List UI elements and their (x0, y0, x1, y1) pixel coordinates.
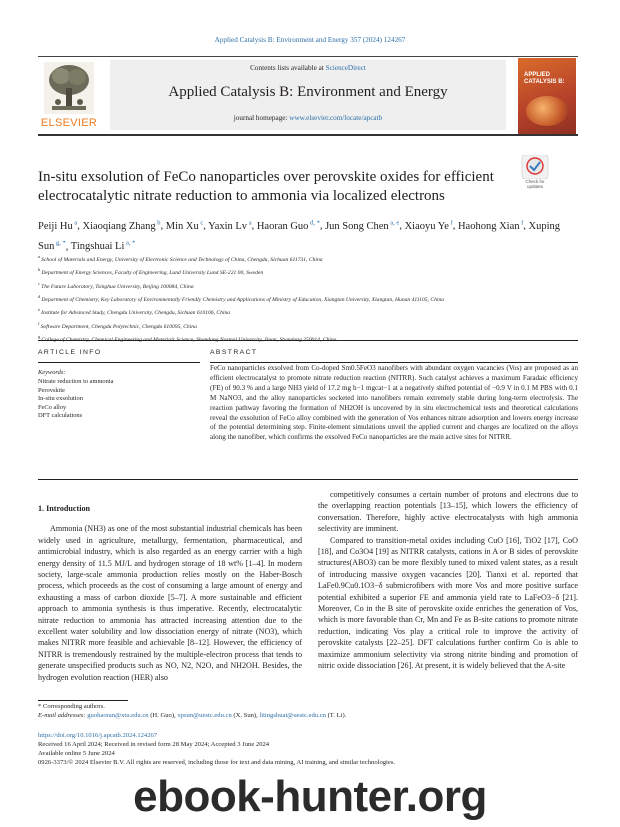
author-name-text: Xiaoyu Ye (404, 220, 449, 232)
keyword-item: FeCo alloy (38, 403, 67, 411)
email-link-li[interactable]: litingshuai@uestc.edu.cn (259, 712, 326, 719)
author-affiliation-marker[interactable]: g, * (54, 239, 66, 247)
article-info-rule (38, 362, 200, 363)
author-affiliation-marker[interactable]: c (198, 219, 204, 226)
author-affiliation-marker[interactable]: f (519, 219, 524, 226)
article-info-heading: ARTICLE INFO (38, 349, 102, 356)
doi-link[interactable]: https://doi.org/10.1016/j.apcatb.2024.124267 (38, 732, 158, 739)
publication-info (38, 731, 578, 767)
journal-cover-thumbnail[interactable] (518, 58, 576, 134)
author-name-text: Haoran Guo (256, 220, 309, 232)
affiliation-item (38, 319, 578, 332)
contents-prefix: Contents lists available at (250, 64, 326, 72)
keywords-list (38, 378, 113, 421)
keyword-item: Nitrate reduction to ammonia (38, 378, 114, 385)
author-name[interactable] (38, 221, 77, 232)
affiliation-key: e (38, 307, 42, 313)
abstract-text: FeCo nanoparticles exsolved from Co-doped Sm0.5FeO3 nanofibers with abundant oxygen vacancies (Vos) are proposed as an efficient electrocatalyst to promote nitrate reduction reaction (NITRR). Such catalyst achieves a maximum Faradaic efficiency (FE) of 90.3 % and a large NH3 yield of 17.2 mg h−1 mgcat−1 at a negatively shifted potential of −0.9 V in 0.1 M PBS with 0.1 M NaNO3, and the alloy nanoparticles socketed into nanofibers remain extremely stable during long-term electrolysis. The reaction pathway favoring the formation of NH2OH is uncovered by in situ electrochemical tests and theoretical calculations reveal the exsolution of FeCo alloy combined with the generation of Vos enhances nitrate adsorption and lowers energy increase of the potential determining step. Finite-element simulations unveil the applied current and charges are localized on the alloys along the nanofiber, which confirms the exsolved FeCo nanoparticles are the main active sites for NITRR. (210, 364, 578, 442)
article-title (38, 168, 518, 206)
journal-masthead (38, 56, 578, 136)
abstract-bottom-rule (38, 479, 578, 480)
article-title-line2: electrocatalytic nitrate reduction to ammonia via localized electrons (38, 188, 445, 204)
author-name[interactable] (166, 221, 203, 232)
body-column-right (318, 489, 578, 672)
journal-citation-link[interactable]: Applied Catalysis B: Environment and Energy 357 (2024) 124267 (214, 36, 406, 44)
email-link-sun[interactable]: xpsun@uestc.edu.cn (177, 712, 232, 719)
elsevier-tree-icon (44, 62, 94, 114)
author-name-text: Tingshuai Li (70, 241, 125, 252)
email-who-guo: (H. Guo), (148, 712, 178, 719)
affiliation-text: Institute for Advanced Study, Chengdu University, Chengdu, Sichuan 610106, China (41, 310, 231, 317)
masthead-top-rule (38, 56, 578, 57)
author-affiliation-marker[interactable]: a (72, 219, 78, 226)
author-name-text: Min Xu (165, 220, 199, 232)
author-affiliation-marker[interactable]: a (247, 219, 252, 226)
affiliation-text: Software Department, Chengdu Polytechnic, Chengdu 610095, China (40, 323, 197, 330)
author-separator: , (160, 220, 166, 232)
affiliation-key: b (38, 267, 42, 273)
author-name-text: Xiaoqiang Zhang (82, 220, 156, 232)
affiliation-key: g (38, 334, 42, 340)
homepage-link[interactable]: www.elsevier.com/locate/apcatb (289, 114, 383, 122)
check-for-updates-badge[interactable] (520, 155, 550, 189)
affiliation-text: Department of Chemistry, Key Laboratory of Environmentally Friendly Chemistry and Applications of Ministry of Education, Xiangtan University, Xiangtan, Hunan 411105, China (41, 296, 445, 303)
elsevier-logo[interactable] (38, 62, 100, 130)
cover-image (526, 96, 568, 126)
abstract-rule (210, 362, 578, 363)
affiliation-bottom-rule (38, 340, 578, 341)
affiliation-key: d (38, 294, 42, 300)
affiliation-key: a (38, 254, 42, 259)
journal-title: Applied Catalysis B: Environment and Energy (168, 84, 448, 100)
article-title-line1: In-situ exsolution of FeCo nanoparticles over perovskite oxides for efficient (38, 169, 494, 185)
author-name[interactable] (458, 221, 523, 232)
keyword-item: DFT calculations (38, 412, 83, 420)
author-separator: , (203, 220, 209, 232)
affiliation-key: c (38, 280, 42, 286)
email-link-guo[interactable]: guohaoran@xtu.edu.cn (87, 712, 149, 719)
journal-header-box (110, 60, 506, 130)
crossmark-icon (520, 155, 550, 179)
author-name[interactable] (405, 221, 453, 232)
email-addresses-line (38, 711, 578, 720)
abstract-heading: ABSTRACT (210, 349, 258, 356)
affiliation-text: School of Materials and Energy, University of Electronic Science and Technology of China, Chengdu, Sichuan 611731, China (41, 256, 323, 263)
sciencedirect-link[interactable]: ScienceDirect (325, 64, 366, 72)
check-for-updates-label: Check for updates (525, 179, 545, 189)
keywords-label: Keywords: (38, 369, 66, 376)
received-dates: Received 16 April 2024; Received in revised form 28 May 2024; Accepted 3 June 2024 (38, 741, 270, 748)
email-who-li: (T. Li). (325, 712, 347, 719)
keyword-item: In-situ exsolution (38, 395, 83, 403)
author-name-text: Xuping Sun (38, 220, 561, 252)
affiliation-item (38, 265, 578, 278)
affiliation-item (38, 305, 578, 318)
affiliation-text: Department of Energy Sciences, Faculty of Engineering, Lund University Lund SE-221 00, Sweden (41, 270, 264, 277)
affiliation-item (38, 332, 578, 345)
author-affiliation-marker[interactable]: f (448, 219, 453, 226)
body-paragraph: Compared to transition-metal oxides including CuO [16], TiO2 [17], CoO [18], and Co3O4 [19] as NITRR catalysts, cations in A or B sides of perovskite structures(ABO3) can be more flexibly tuned to mixed valent states, as a result of introducing massive oxygen vacancies [20]. Tianxi et al. reported that LaFe0.9Cu0.1O3−δ submicrofibers with more Vos and more positive surface potential exhibited a superior FE and ammonia yield rate to LaFeO3−δ [21]. Moreover, Co in the B site of perovskite oxide enriches the generation of Vos, which is more favorable than Cr, Mn and Fe as B-site cations to promote nitrate reduction, indicating Vos play a critical role to improve the activity of perovskite catalysts [22–25]. DFT calculations further confirm Co is able to maximize ammonium selectivity via strong nitrite binding and promotion of nitric oxide dissociation [26]. At present, it is widely believed that the A-site (318, 535, 578, 671)
watermark-text: ebook-hunter.org (133, 772, 487, 821)
author-separator: , (319, 220, 326, 232)
author-affiliation-marker[interactable]: a, * (124, 239, 136, 247)
affiliation-text: College of Chemistry, Chemical Engineering and Materials Science, Shandong Normal University, Jinan, Shandong 250014, China (41, 337, 337, 344)
author-name[interactable] (325, 221, 399, 232)
email-label: E-mail addresses: (38, 712, 88, 719)
body-column-left (38, 503, 302, 683)
author-separator: , (77, 220, 83, 232)
affiliation-text: The Future Laboratory, Tsinghua University, Beijing 100084, China (41, 283, 194, 290)
affiliation-key: f (38, 320, 41, 326)
corresponding-authors-note: * Corresponding authors. (38, 703, 105, 710)
body-paragraph: Ammonia (NH3) as one of the most substantial industrial chemicals has been widely used in agriculture, metallurgy, fermentation, pharmaceutical, and antimicrobial industry, which is also regarded as an energy carrier with a high energy density of 11.5 MJ/L and hydrogen storage of 18 wt% [1–4]. In modern society, large-scale ammonia production relies mostly on the Haber-Bosch process, which proceeds as the cost of consuming a large amount of energy and exhausting a mass of carbon dioxide [5–7]. A more sustainable and efficient approach to ammonia synthesis is thus imperative. Recently, electrocatalytic nitrate reduction to ammonia has attracted increasing attention due to the excellent water solubility and low dissociation energy of nitrate (NO3), which makes NITRR more feasible and achievable [8–12]. However, the efficiency of NITRR is tremendously restrained by the multiple-electron process that tends to generate unspecified products such as NO, N2, N2O, and NH2OH. Besides, the hydrogen evolution reaction (HER) also (38, 524, 302, 682)
affiliation-item (38, 252, 578, 265)
author-affiliation-marker[interactable]: d, * (308, 219, 320, 226)
author-list (38, 214, 578, 255)
author-separator: , (65, 241, 71, 252)
author-name-text: Jun Song Chen (325, 220, 389, 232)
author-name-text: Peiji Hu (38, 220, 73, 232)
body-paragraph: competitively consumes a certain number of protons and electrons due to the overlapping reaction potentials [13–15], which lowers the efficiency of conversation. Therefore, highly active electrocatalysts with high ammonia selectivity are imminent. (318, 490, 578, 534)
left-paragraphs (38, 523, 302, 683)
elsevier-wordmark: ELSEVIER (40, 117, 98, 129)
author-name[interactable] (257, 221, 320, 232)
author-separator: , (399, 220, 405, 232)
section-heading-introduction: 1. Introduction (38, 504, 91, 513)
author-separator: , (452, 220, 458, 232)
author-name[interactable] (208, 221, 251, 232)
affiliation-item (38, 279, 578, 292)
corresponding-author-footnote (38, 702, 578, 720)
affiliation-item (38, 292, 578, 305)
copyright-line: 0926-3373/© 2024 Elsevier B.V. All rights are reserved, including those for text and data mining, AI training, and similar technologies. (38, 759, 396, 766)
journal-homepage-line (110, 114, 506, 122)
author-affiliation-marker[interactable]: a, e (388, 219, 400, 226)
footnote-rule (38, 700, 128, 701)
available-online: Available online 5 June 2024 (38, 750, 115, 757)
author-separator: , (523, 220, 529, 232)
affiliation-list (38, 252, 578, 346)
email-who-sun: (X. Sun), (231, 712, 260, 719)
homepage-prefix: journal homepage: (233, 114, 290, 122)
cover-title: APPLIED CATALYSIS B: (524, 72, 565, 85)
keyword-item: Perovskite (38, 386, 65, 394)
author-separator: , (251, 220, 257, 232)
author-name-text: Haohong Xian (457, 220, 520, 232)
author-name[interactable] (82, 221, 160, 232)
author-name-text: Yaxin Lv (208, 220, 248, 232)
contents-available-line (110, 64, 506, 72)
masthead-bottom-rule (38, 134, 578, 136)
author-affiliation-marker[interactable]: b (155, 219, 161, 226)
author-name[interactable] (71, 241, 136, 252)
